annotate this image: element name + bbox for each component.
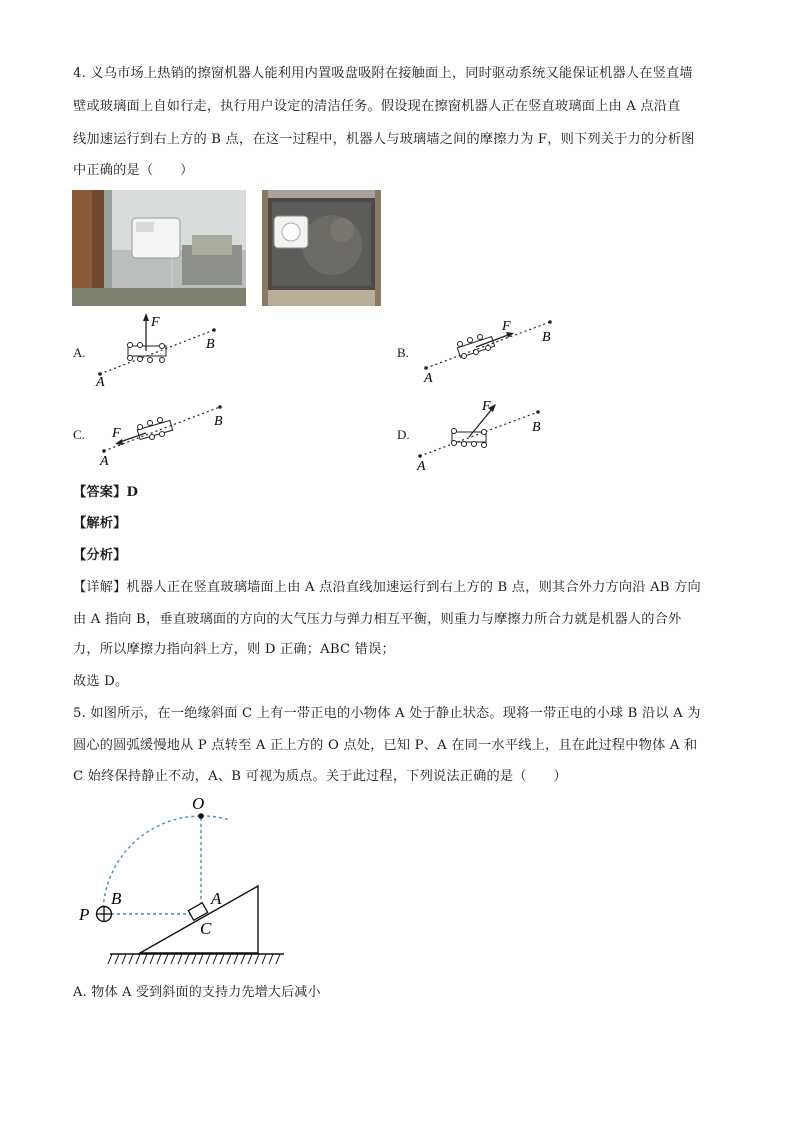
robot-wheel [452,441,457,446]
answer-line: 【答案】D [73,485,139,500]
q4-stem-line-3: 线加速运行到右上方的 B 点，在这一过程中，机器人与玻璃墙之间的摩擦力为 F，则下列关于力的分析图 [73,132,695,147]
detail-line-2: 由 A 指向 B，垂直玻璃面的方向的大气压力与弹力相互平衡，则重力与摩擦力所合力就是机器人的合外 [73,612,682,627]
point-a-dot [418,454,422,458]
point-a-label: A [417,459,426,474]
block-a [188,903,207,920]
q4-option-c-label[interactable]: C. [73,427,85,442]
point-o-dot [198,813,204,819]
robot-wheel [138,357,143,362]
q4-option-b-diagram [412,310,572,390]
point-a-label: A [424,371,433,386]
arc-extension-dotted [201,816,230,820]
path-ab-dotted-line [420,412,538,456]
q4-stem-line-4: 中正确的是（ ） [73,163,194,178]
point-b-dot [548,320,552,324]
point-b-label: B [542,330,551,345]
robot-window-photo-1 [72,190,246,306]
q5-stem-line-2: 圆心的圆弧缓慢地从 P 点转至 A 正上方的 O 点处，已知 P、A 在同一水平线上，且在此过程中物体 A 和 [73,738,698,753]
label-b: B [111,889,122,908]
point-b-dot [536,410,540,414]
robot-wheel [160,344,165,349]
robot-window-photo-2 [262,190,381,306]
q4-option-d-diagram [412,394,562,474]
q5-option-a[interactable]: A. 物体 A 受到斜面的支持力先增大后减小 [73,985,321,1000]
q5-stem-line-1: 5. 如图所示，在一绝缘斜面 C 上有一带正电的小物体 A 处于静止状态。现将一带正电的小球 B 沿以 A 为 [73,706,701,721]
point-b-label: B [206,337,215,352]
q5-incline-diagram [70,790,300,970]
conclusion-line: 故选 D。 [73,674,129,689]
robot-wheel [482,443,487,448]
path-ab-dotted-line [100,330,214,374]
q4-option-c-diagram [90,395,240,470]
label-o: O [192,794,205,813]
robot-wheel [486,346,491,351]
robot-wheel [160,358,165,363]
point-b-dot [218,405,222,409]
detail-line-3: 力，所以摩擦力指向斜上方，则 D 正确；ABC 错误； [73,642,395,657]
q5-stem-line-3: C 始终保持静止不动，A、B 可视为质点。关于此过程，下列说法正确的是（ ） [73,769,567,784]
q4-stem-line-2: 壁或玻璃面上自如行走，执行用户设定的清洁任务。假设现在擦窗机器人正在竖直玻璃面上由 A 点沿直 [73,99,681,114]
force-arrow [120,433,146,442]
point-b-dot [212,328,216,332]
point-a-dot [424,366,428,370]
robot-wheel [148,421,153,426]
robot-wheel [472,442,477,447]
force-arrowhead [143,313,149,321]
q4-option-a-label[interactable]: A. [73,345,86,360]
robot-wheel [462,442,467,447]
robot-wheel [148,358,153,363]
label-p: P [79,905,90,924]
label-c: C [200,919,212,938]
robot-wheel [128,356,133,361]
point-b-label: B [532,420,541,435]
robot-wheel [160,432,165,437]
robot-wheel [462,354,467,359]
q4-option-a-diagram [88,310,228,390]
robot-wheel [128,343,133,348]
q4-option-d-label[interactable]: D. [397,427,410,442]
label-a: A [211,889,222,908]
ground-hatch [108,954,280,964]
robot-wheel [478,335,483,340]
point-a-label: A [96,375,105,390]
robot-wheel [158,418,163,423]
robot-wheel [458,342,463,347]
q4-stem-line-1: 4. 义乌市场上热销的擦窗机器人能利用内置吸盘吸附在接触面上，同时驱动系统又能保证机器人在竖直墙 [73,66,693,81]
force-label: F [502,319,511,334]
detail-line-1: 【详解】机器人正在竖直玻璃墙面上由 A 点沿直线加速运行到右上方的 B 点，则其合外力方向沿 AB 方向 [73,580,701,595]
robot-wheel [138,425,143,430]
q4-option-b-label[interactable]: B. [397,345,409,360]
robot-wheel [452,429,457,434]
force-label: F [151,315,160,330]
robot-wheel [474,350,479,355]
fenxi-heading: 【分析】 [73,548,127,563]
robot-wheel [138,343,143,348]
force-label: F [112,426,121,441]
point-a-label: A [100,454,109,469]
point-b-label: B [214,414,223,429]
incline-c [140,886,258,953]
analysis-heading: 【解析】 [73,516,127,531]
robot-wheel [482,430,487,435]
point-a-dot [102,449,106,453]
force-label: F [482,399,491,414]
robot-wheel [468,338,473,343]
robot-wheel [150,435,155,440]
